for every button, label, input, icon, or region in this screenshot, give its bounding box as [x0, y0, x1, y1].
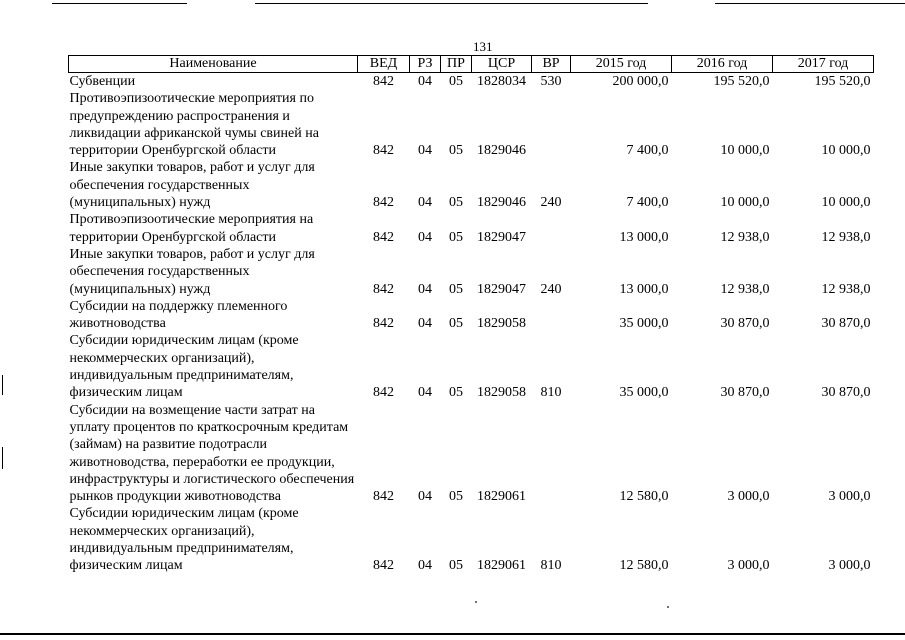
row-2015: 200 000,0	[612, 74, 669, 89]
row-pr: 05	[449, 281, 463, 297]
row-2017: 30 870,0	[821, 316, 871, 332]
row-ved: 842	[373, 489, 394, 505]
row-pr: 05	[449, 385, 463, 401]
row-2017: 12 938,0	[821, 281, 871, 297]
row-ved: 842	[373, 195, 394, 211]
row-rz: 04	[418, 385, 432, 401]
header-rz: РЗ	[410, 56, 441, 73]
row-name: Субсидии юридическим лицам (кроме некоммерческих организаций), индивидуальным предпринимателям, физическим лицам	[69, 506, 299, 574]
row-2015: 13 000,0	[619, 281, 669, 297]
row-vr: 240	[540, 281, 562, 297]
row-rz: 04	[418, 195, 432, 211]
top-rule-far-right	[715, 3, 905, 4]
row-name: Противоэпизоотические мероприятия по предупреждению распространения и ликвидации африканской чумы свиней на территории Оренбургской области	[69, 91, 319, 159]
row-2017: 3 000,0	[828, 558, 871, 574]
row-2017: 12 938,0	[821, 229, 871, 245]
header-2017: 2017 год	[773, 56, 874, 73]
row-name: Субвенции	[69, 74, 136, 89]
row-rz: 04	[418, 143, 432, 159]
row-ved: 842	[373, 143, 394, 159]
row-2016: 12 938,0	[720, 281, 770, 297]
row-ved: 842	[373, 316, 394, 332]
row-ved: 842	[373, 74, 394, 89]
top-rule-left	[52, 3, 187, 4]
header-ved: ВЕД	[358, 56, 410, 73]
row-csr: 1829046	[477, 143, 526, 159]
row-csr: 1829061	[477, 489, 526, 505]
row-ved: 842	[373, 558, 394, 574]
table-row	[69, 90, 874, 159]
row-vr	[532, 90, 571, 159]
row-name: Субсидии на поддержку племенного животноводства	[69, 298, 288, 332]
row-pr: 05	[449, 316, 463, 332]
row-csr: 1829047	[477, 281, 526, 297]
row-pr: 05	[449, 195, 463, 211]
row-pr: 05	[449, 489, 463, 505]
budget-table	[68, 55, 874, 575]
row-ved: 842	[373, 385, 394, 401]
row-2016: 30 870,0	[720, 385, 770, 401]
row-2017: 30 870,0	[821, 385, 871, 401]
row-2016: 3 000,0	[727, 489, 770, 505]
row-pr: 05	[449, 74, 463, 89]
row-2016: 10 000,0	[720, 195, 770, 211]
row-name: Иные закупки товаров, работ и услуг для обеспечения государственных (муниципальных) нужд	[69, 246, 315, 297]
row-2015: 12 580,0	[619, 558, 669, 574]
row-csr: 1829046	[477, 195, 526, 211]
row-rz: 04	[418, 281, 432, 297]
row-csr: 1828034	[477, 74, 526, 89]
table-row	[69, 402, 874, 506]
table-row	[69, 159, 874, 211]
row-vr: 810	[540, 558, 562, 574]
row-pr: 05	[449, 558, 463, 574]
header-pr: ПР	[441, 56, 472, 73]
row-name: Субсидии юридическим лицам (кроме некоммерческих организаций), индивидуальным предпринимателям, физическим лицам	[69, 333, 299, 401]
header-vr: ВР	[532, 56, 571, 73]
row-2016: 12 938,0	[720, 229, 770, 245]
row-ved: 842	[373, 281, 394, 297]
row-vr: 530	[540, 74, 562, 89]
row-pr: 05	[449, 143, 463, 159]
row-2017: 195 520,0	[814, 74, 871, 89]
header-2016: 2016 год	[672, 56, 773, 73]
row-2015: 13 000,0	[619, 229, 669, 245]
row-2016: 3 000,0	[727, 558, 770, 574]
row-name: Субсидии на возмещение части затрат на уплату процентов по краткосрочным кредитам (займам) на развитие подотрасли животноводства, переработки ее продукции, инфраструктуры и логистического обеспечения рынков продукции животноводства	[69, 402, 355, 505]
row-2015: 7 400,0	[626, 143, 669, 159]
row-2015: 35 000,0	[619, 316, 669, 332]
row-name: Противоэпизоотические мероприятия на территории Оренбургской области	[69, 212, 314, 245]
table-row	[69, 73, 874, 91]
row-2016: 30 870,0	[720, 316, 770, 332]
row-rz: 04	[418, 229, 432, 245]
row-csr: 1829058	[477, 316, 526, 332]
row-2016: 10 000,0	[720, 143, 770, 159]
row-csr: 1829047	[477, 229, 526, 245]
row-vr	[532, 402, 571, 506]
page-number: 131	[473, 39, 493, 54]
table-row	[69, 505, 874, 574]
bottom-rule	[0, 633, 905, 635]
header-name: Наименование	[69, 56, 358, 73]
table-row	[69, 332, 874, 401]
row-ved: 842	[373, 229, 394, 245]
row-2016: 195 520,0	[713, 74, 770, 89]
row-vr: 810	[540, 385, 562, 401]
header-csr: ЦСР	[472, 56, 532, 73]
margin-tick-2	[2, 447, 3, 469]
row-2015: 12 580,0	[619, 489, 669, 505]
row-2017: 10 000,0	[821, 143, 871, 159]
scan-speck	[475, 601, 477, 603]
row-vr	[532, 298, 571, 333]
row-rz: 04	[418, 489, 432, 505]
row-2017: 10 000,0	[821, 195, 871, 211]
row-rz: 04	[418, 558, 432, 574]
row-name: Иные закупки товаров, работ и услуг для обеспечения государственных (муниципальных) нужд	[69, 160, 315, 211]
row-2015: 7 400,0	[626, 195, 669, 211]
scan-speck	[667, 606, 669, 608]
top-rule-right	[255, 3, 648, 4]
margin-tick-1	[2, 375, 3, 395]
table-row	[69, 211, 874, 246]
row-pr: 05	[449, 229, 463, 245]
row-rz: 04	[418, 74, 432, 89]
row-csr: 1829058	[477, 385, 526, 401]
header-2015: 2015 год	[571, 56, 672, 73]
table-row	[69, 246, 874, 298]
row-rz: 04	[418, 316, 432, 332]
table-row	[69, 298, 874, 333]
row-csr: 1829061	[477, 558, 526, 574]
row-vr: 240	[540, 195, 562, 211]
row-2017: 3 000,0	[828, 489, 871, 505]
header-row	[69, 56, 874, 73]
row-2015: 35 000,0	[619, 385, 669, 401]
row-vr	[532, 211, 571, 246]
